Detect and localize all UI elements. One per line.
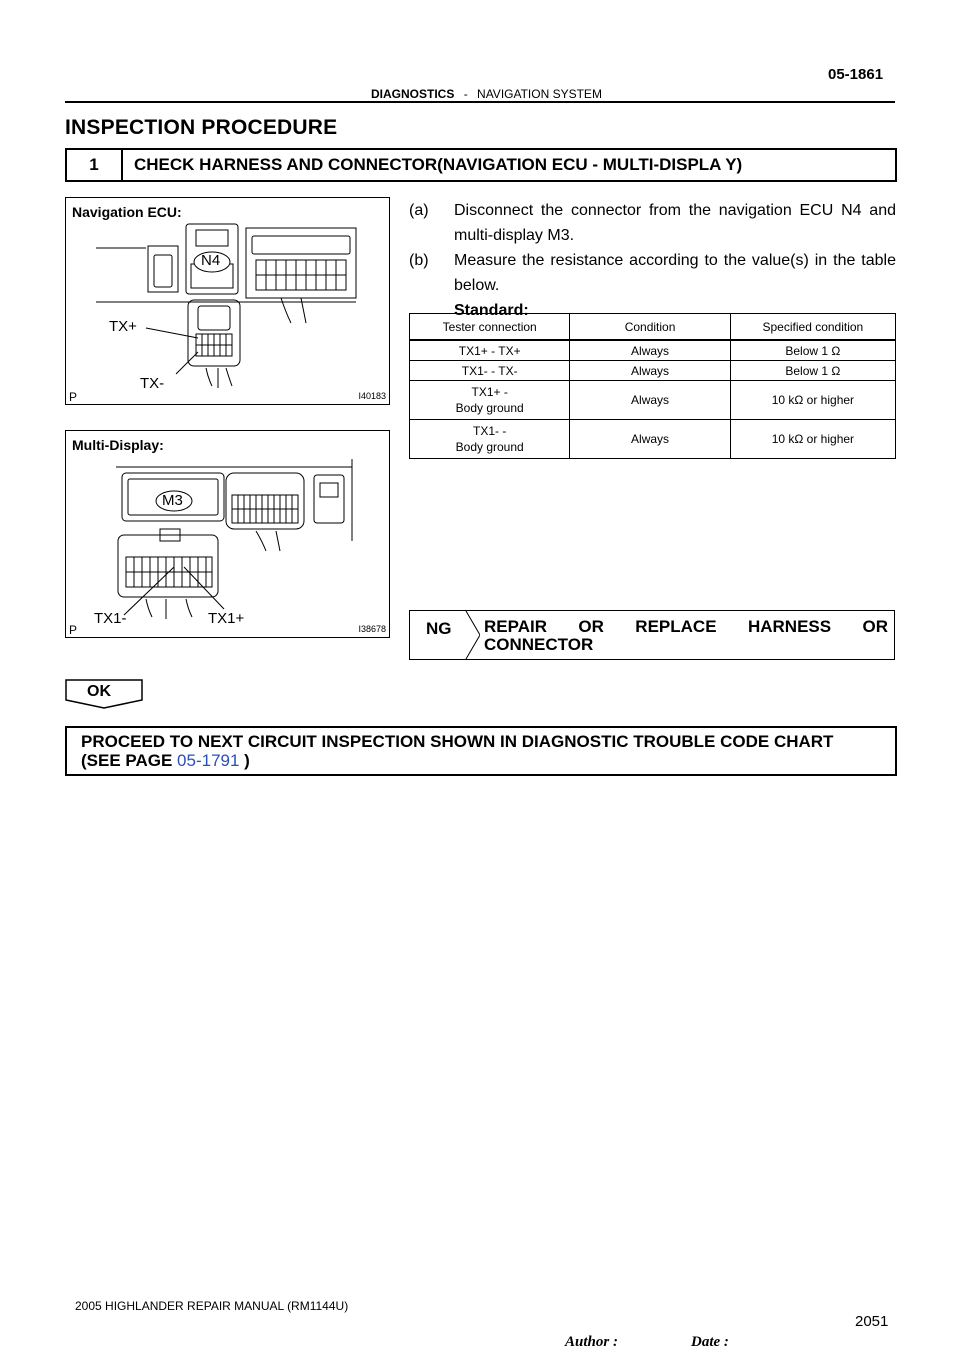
navigation-ecu-figure <box>65 197 390 405</box>
header-rule <box>65 101 895 103</box>
manual-title: 2005 HIGHLANDER REPAIR MANUAL (RM1144U) <box>75 1299 349 1313</box>
condition-cell: Always <box>570 420 730 459</box>
tester-connection <box>410 381 570 420</box>
instruction-steps <box>409 198 896 323</box>
page-title: INSPECTION PROCEDURE <box>65 116 338 139</box>
pin-label-tx1-minus: TX1- <box>94 610 127 627</box>
condition-cell: Always <box>570 361 730 381</box>
proceed-suffix: ) <box>239 751 250 770</box>
table-row <box>410 420 896 459</box>
instruction-a <box>409 198 896 248</box>
section-header <box>371 87 602 101</box>
table-row <box>410 340 896 361</box>
specification-table <box>409 313 896 459</box>
connection-line-1: TX1+ - <box>471 385 508 399</box>
page-code: 05-1861 <box>828 66 884 83</box>
specified-condition: Below 1 Ω <box>730 361 895 381</box>
tester-connection: TX1- - TX- <box>410 361 570 381</box>
section-separator: - <box>463 87 468 101</box>
proceed-prefix: (SEE PAGE <box>81 751 178 770</box>
column-header: Tester connection <box>410 314 570 341</box>
tester-connection <box>410 420 570 459</box>
tester-connection: TX1+ - TX+ <box>410 340 570 361</box>
pin-label-tx-minus: TX- <box>140 375 165 392</box>
step-number: 1 <box>67 150 123 180</box>
figure-p-mark: P <box>69 623 78 637</box>
date-label: Date : <box>691 1334 729 1350</box>
ok-label: OK <box>87 683 111 700</box>
ng-label: NG <box>426 619 452 638</box>
subsection-name: NAVIGATION SYSTEM <box>477 87 602 101</box>
instruction-text: Measure the resistance according to the value(s) in the table below. <box>454 252 896 294</box>
specified-condition: Below 1 Ω <box>730 340 895 361</box>
proceed-box <box>65 726 897 776</box>
author-label: Author : <box>565 1334 618 1350</box>
connection-line-1: TX1- - <box>473 424 507 438</box>
column-header: Condition <box>570 314 730 341</box>
specified-condition: 10 kΩ or higher <box>730 381 895 420</box>
page-number: 2051 <box>855 1313 889 1330</box>
instruction-b <box>409 248 896 298</box>
proceed-text <box>81 732 833 770</box>
instruction-label: (b) <box>409 252 429 269</box>
multi-display-figure <box>65 430 390 638</box>
multi-display-connector-illustration <box>66 431 389 637</box>
condition-cell: Always <box>570 381 730 420</box>
figure-p-mark: P <box>69 390 78 404</box>
connection-line-2: Body ground <box>455 401 524 415</box>
step-header <box>65 148 897 182</box>
proceed-line-1: PROCEED TO NEXT CIRCUIT INSPECTION SHOWN IN DIAGNOSTIC TROUBLE CODE CHART <box>81 732 834 751</box>
instruction-label: (a) <box>409 202 429 219</box>
specified-condition: 10 kΩ or higher <box>730 420 895 459</box>
instruction-text: Disconnect the connector from the navigation ECU N4 and multi-display M3. <box>454 202 896 244</box>
table-header-row <box>410 314 896 341</box>
navigation-ecu-connector-illustration <box>66 198 389 404</box>
page-reference-link[interactable]: 05-1791 <box>177 751 240 770</box>
ng-action: REPAIR OR REPLACE HARNESS OR CONNECTOR <box>484 617 888 654</box>
ng-result-box <box>409 610 895 660</box>
table-row <box>410 361 896 381</box>
connector-label-n4: N4 <box>201 252 221 269</box>
table-row <box>410 381 896 420</box>
figure-title: Navigation ECU: <box>72 204 182 220</box>
standard-label: Standard: <box>454 302 529 319</box>
column-header: Specified condition <box>730 314 895 341</box>
figure-title: Multi-Display: <box>72 437 164 453</box>
figure-code: I38678 <box>358 624 386 634</box>
connector-label-m3: M3 <box>162 492 183 509</box>
section-name: DIAGNOSTICS <box>371 87 455 101</box>
figure-code: I40183 <box>358 391 386 401</box>
connection-line-2: Body ground <box>455 440 524 454</box>
step-title: CHECK HARNESS AND CONNECTOR(NAVIGATION ECU - MULTI-DISPLA Y) <box>134 155 743 174</box>
proceed-line-2 <box>81 751 833 770</box>
pin-label-tx-plus: TX+ <box>109 318 137 335</box>
pin-label-tx1-plus: TX1+ <box>208 610 245 627</box>
condition-cell: Always <box>570 340 730 361</box>
